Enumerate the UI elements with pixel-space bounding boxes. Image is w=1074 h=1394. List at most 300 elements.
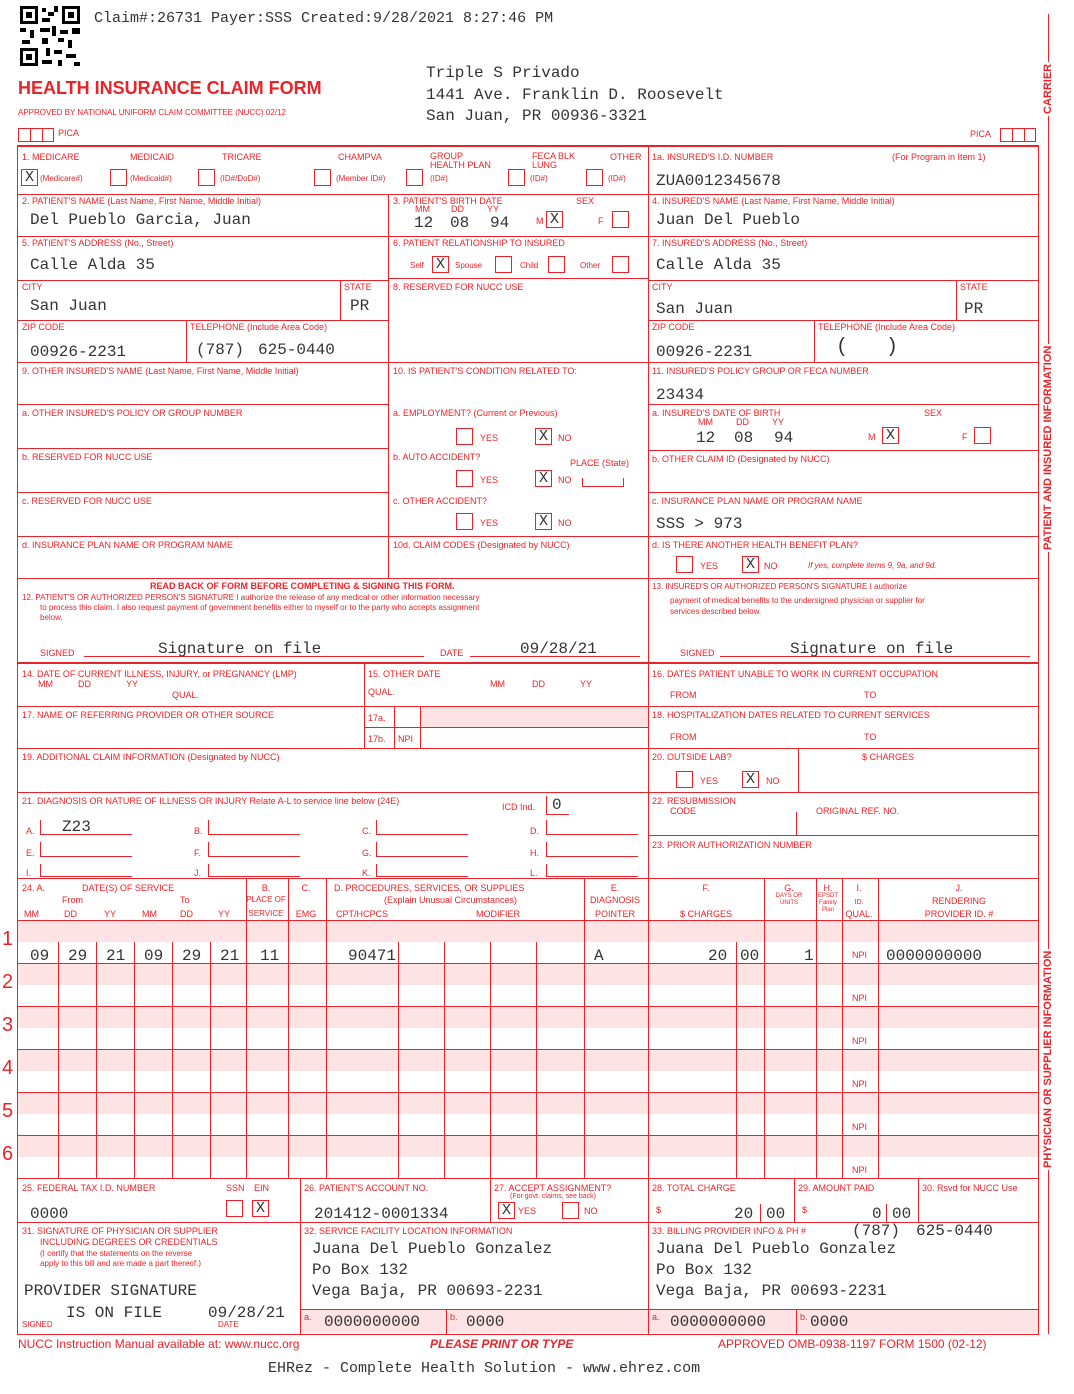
box3-sex: SEX [576,196,595,206]
box11d-label: d. IS THERE ANOTHER HEALTH BENEFIT PLAN? [652,540,859,550]
box3-dd: DD [451,204,464,214]
account-no-value[interactable]: 201412-0001334 [314,1205,449,1223]
box17a-shade [420,707,648,727]
birth-mm[interactable]: 12 [414,214,434,232]
ins-dob-mm[interactable]: 12 [696,429,716,447]
box3-yy: YY [487,204,500,214]
box22-ref: ORIGINAL REF. NO. [816,806,900,816]
line1-from-mm[interactable]: 09 [30,947,50,965]
diag-f-letter: F. [194,848,202,858]
qr-code [18,4,82,68]
side-label-carrier: CARRIER [1042,63,1054,114]
approved-line: APPROVED BY NATIONAL UNIFORM CLAIM COMMITTEE (NUCC) 02/12 [18,108,286,117]
box11b-label: b. OTHER CLAIM ID (Designated by NUCC) [652,454,830,464]
champva-checkbox[interactable] [314,169,331,186]
claim-line: Claim#:26731 Payer:SSS Created:9/28/2021 8:27:46 PM [94,10,554,27]
box24h-label: H. [823,883,833,893]
amount-paid-cents[interactable]: 00 [892,1205,912,1223]
box26-label: 26. PATIENT'S ACCOUNT NO. [304,1183,429,1193]
line4-npi-label: NPI [852,1079,868,1089]
box24f-label: F. [702,883,710,893]
pica-left-label: PICA [58,128,80,138]
line1-to-mm[interactable]: 09 [144,947,164,965]
line1-units[interactable]: 1 [804,947,814,965]
auto-place-field[interactable] [582,478,624,487]
box31-text-1: 31. SIGNATURE OF PHYSICIAN OR SUPPLIER [22,1226,218,1236]
box15-mm: MM [490,679,505,689]
diag-e-letter: E. [26,848,35,858]
box31-date: DATE [218,1320,239,1329]
tax-id-value[interactable]: 0000 [30,1205,69,1223]
diag-j-letter: J. [194,868,202,878]
box11c-label: c. INSURANCE PLAN NAME OR PROGRAM NAME [652,496,863,506]
box24c-label: C. [301,883,311,893]
box31-text-4: apply to this bill and are made a part thereof.) [40,1259,201,1268]
box24a-mm1: MM [24,909,39,919]
diag-h-letter: H. [530,848,539,858]
auto-yes-checkbox[interactable] [456,470,473,487]
box1-medicaid-sub: (Medicaid#) [130,174,172,183]
box29-dollar: $ [802,1205,808,1215]
line1-to-dd[interactable]: 29 [182,947,202,965]
box6-other: Other [580,261,601,270]
insured-sex-m-checkbox[interactable]: X [882,427,899,444]
billing-other-value[interactable]: 0000 [810,1313,849,1331]
box3-label: 3. PATIENT'S BIRTH DATE [393,196,503,206]
diag-l-letter: L. [530,868,538,878]
box24a-dd2: DD [180,909,193,919]
other-accident-yes-label: YES [480,518,499,528]
insured-city-label: CITY [652,282,673,292]
box9c-label: c. RESERVED FOR NUCC USE [22,496,152,506]
box1-medicaid-label: MEDICAID [130,152,175,162]
box11a-dd: DD [736,417,749,427]
box6-self: Self [410,261,424,270]
box15-yy: YY [580,679,593,689]
diag-g-letter: G. [362,848,372,858]
other-plan-yes-label: YES [700,561,719,571]
ins-sex-f: F [962,432,968,442]
other-plan-no-label: NO [764,561,778,571]
patient-state-value[interactable]: PR [350,297,370,315]
billing-npi-value[interactable]: 0000000000 [670,1313,767,1331]
box24i-3: QUAL. [845,909,873,919]
box22-code: CODE [670,806,697,816]
line6-shade [18,1136,1038,1157]
rel-other-checkbox[interactable] [612,256,629,273]
box24d-2: (Explain Unusual Circumstances) [384,895,518,905]
box3-f: F [598,216,604,226]
side-label-patient: PATIENT AND INSURED INFORMATION [1042,345,1054,550]
payer-address-1: 1441 Ave. Franklin D. Roosevelt [426,86,724,104]
box24g-label: G. [784,883,794,893]
ins-sex-m: M [868,432,876,442]
box28-dollar: $ [656,1205,662,1215]
line1-npi-label: NPI [852,950,868,960]
box1-tricare-label: TRICARE [222,152,262,162]
total-charge-cents[interactable]: 00 [766,1205,786,1223]
box29-label: 29. AMOUNT PAID [798,1183,875,1193]
amount-paid-dollars[interactable]: 0 [872,1205,882,1223]
side-label-physician: PHYSICIAN OR SUPPLIER INFORMATION [1042,950,1054,1168]
total-charge-dollars[interactable]: 20 [734,1205,754,1223]
ins-dob-dd[interactable]: 08 [734,429,754,447]
employment-no-checkbox[interactable]: X [535,428,552,445]
box9a-label: a. OTHER INSURED'S POLICY OR GROUP NUMBER [22,408,243,418]
box16-to: TO [864,690,877,700]
line5-shade [18,1093,1038,1114]
box33-label: 33. BILLING PROVIDER INFO & PH # [652,1226,807,1236]
facility-name-value[interactable]: Juana Del Pueblo Gonzalez [312,1240,553,1258]
box6-label: 6. PATIENT RELATIONSHIP TO INSURED [393,238,565,248]
box24e-label: E. [610,883,620,893]
box14-dd: DD [78,679,91,689]
box9b-label: b. RESERVED FOR NUCC USE [22,452,153,462]
rel-spouse-checkbox[interactable] [495,256,512,273]
insured-state-value[interactable]: PR [964,300,984,318]
box24d-cpt: CPT/HCPCS [336,909,389,919]
other-accident-no-label: NO [558,518,572,528]
accept-no-label: NO [584,1206,598,1216]
outside-lab-yes-checkbox[interactable] [676,771,693,788]
box32-b-label: b. [450,1312,458,1322]
billing-phone-area[interactable]: (787) [852,1222,901,1240]
policy-group-value[interactable]: 23434 [656,386,705,404]
line3-shade [18,1007,1038,1028]
other-accident-yes-checkbox[interactable] [456,513,473,530]
box30-label: 30. Rsvd for NUCC Use [922,1183,1018,1193]
accept-yes-checkbox[interactable]: X [498,1202,515,1219]
box24e-2: DIAGNOSIS [589,895,640,905]
ein-checkbox[interactable]: X [252,1200,269,1217]
box10b-label: b. AUTO ACCIDENT? [393,452,481,462]
box32-label: 32. SERVICE FACILITY LOCATION INFORMATION [304,1226,513,1236]
employment-yes-label: YES [480,433,499,443]
row-number-6: 6 [2,1143,14,1165]
box18-to: TO [864,732,877,742]
accept-yes-label: YES [518,1206,537,1216]
facility-addr1-value[interactable]: Po Box 132 [312,1261,409,1279]
box1-other-label: OTHER [610,152,642,162]
box1-feca-sub: (ID#) [530,174,548,183]
insured-zip-label: ZIP CODE [652,322,695,332]
birth-dd[interactable]: 08 [450,214,470,232]
box24j-3: PROVIDER ID. # [924,909,994,919]
box24a-to: To [180,895,190,905]
line1-to-yy[interactable]: 21 [220,947,240,965]
other-plan-no-checkbox[interactable]: X [742,556,759,573]
patient-phone-value[interactable]: 625-0440 [258,341,335,359]
form-title: HEALTH INSURANCE CLAIM FORM [18,78,322,98]
patient-name-value[interactable]: Del Pueblo Garcia, Juan [30,211,251,229]
line1-pointer[interactable]: A [594,947,604,965]
box24a-yy1: YY [104,909,117,919]
box24b-3: SERVICE [248,909,284,918]
signature-13-value[interactable]: Signature on file [790,640,954,658]
line2-npi-label: NPI [852,993,868,1003]
box11d-note: If yes, complete items 9, 9a, and 9d. [808,561,937,570]
line1-from-yy[interactable]: 21 [106,947,126,965]
please-print-note: PLEASE PRINT OR TYPE [430,1337,574,1351]
box24d-label: D. PROCEDURES, SERVICES, OR SUPPLIES [334,883,525,893]
insured-sex-f-checkbox[interactable] [974,427,991,444]
box10-label: 10. IS PATIENT'S CONDITION RELATED TO: [393,366,577,376]
box27-label: 27. ACCEPT ASSIGNMENT? [494,1183,612,1193]
line4-shade [18,1050,1038,1071]
box14-label: 14. DATE OF CURRENT ILLNESS, INJURY, or PREGNANCY (LMP) [22,669,297,679]
box14-yy: YY [126,679,139,689]
box24i-label: I. [856,883,862,893]
box23-label: 23. PRIOR AUTHORIZATION NUMBER [652,840,812,850]
box24b-2: PLACE OF [246,895,286,904]
line2-shade [18,964,1038,985]
billing-name-value[interactable]: Juana Del Pueblo Gonzalez [656,1240,897,1258]
box17a-label: 17a. [368,713,386,723]
employment-yes-checkbox[interactable] [456,428,473,445]
box14-qual: QUAL. [172,690,200,700]
box1-medicare-sub: (Medicare#) [40,174,83,183]
box18-label: 18. HOSPITALIZATION DATES RELATED TO CURRENT SERVICES [652,710,930,720]
box10a-label: a. EMPLOYMENT? (Current or Previous) [393,408,558,418]
patient-tel-label: TELEPHONE (Include Area Code) [190,322,328,332]
box17b-label: 17b. [368,734,386,744]
box20-label: 20. OUTSIDE LAB? [652,752,732,762]
box24a-dd1: DD [64,909,77,919]
pica-left-boxes [18,128,54,142]
nucc-manual-note: NUCC Instruction Manual available at: www.nucc.org [18,1337,300,1351]
box24a-mm2: MM [142,909,157,919]
box13-text-2: payment of medical benefits to the undersigned physician or supplier for [670,596,925,605]
box24a-from: From [62,895,83,905]
box2-label: 2. PATIENT'S NAME (Last Name, First Name, Middle Initial) [22,196,261,206]
employment-no-label: NO [558,433,572,443]
box1a-label: 1a. INSURED'S I.D. NUMBER [652,152,774,162]
box31-signed: SIGNED [22,1320,53,1329]
box22-label: 22. RESUBMISSION [652,796,737,806]
outside-lab-yes-label: YES [700,776,719,786]
box11a-label: a. INSURED'S DATE OF BIRTH [652,408,781,418]
box12-date: DATE [440,648,464,658]
box6-spouse: Spouse [455,261,483,270]
box16-from: FROM [670,690,697,700]
diag-c-letter: C. [362,826,371,836]
box13-signed: SIGNED [680,648,715,658]
box15-label: 15. OTHER DATE [368,669,441,679]
line3-npi-label: NPI [852,1036,868,1046]
box1-tricare-sub: (ID#/DoD#) [220,174,261,183]
row-number-5: 5 [2,1100,14,1122]
line1-from-dd[interactable]: 29 [68,947,88,965]
box16-label: 16. DATES PATIENT UNABLE TO WORK IN CURRENT OCCUPATION [652,669,939,679]
insured-tel-label: TELEPHONE (Include Area Code) [818,322,956,332]
box12-signed: SIGNED [40,648,75,658]
line1-charge-dollars[interactable]: 20 [708,947,728,965]
box1-champva-sub: (Member ID#) [336,174,386,183]
patient-sex-m-checkbox[interactable]: X [546,211,563,228]
box11a-mm: MM [698,417,713,427]
insured-phone-close: ) [886,336,899,359]
box33-b-label: b. [800,1312,808,1322]
box31-text-2: INCLUDING DEGREES OR CREDENTIALS [40,1237,218,1247]
box24b-label: B. [261,883,271,893]
box12-text-2: to process this claim. I also request payment of government benefits either to myself or to the party who accepts assignment [40,603,480,612]
outside-lab-no-label: NO [766,776,780,786]
insured-city-value[interactable]: San Juan [656,300,733,318]
omb-approval-note: APPROVED OMB-0938-1197 FORM 1500 (02-12) [718,1337,987,1351]
patient-city-value[interactable]: San Juan [30,297,107,315]
insured-name-value[interactable]: Juan Del Pueblo [656,211,801,229]
patient-phone-area[interactable]: (787) [196,341,245,359]
outside-lab-no-checkbox[interactable]: X [742,771,759,788]
box25-ssn: SSN [226,1183,245,1193]
insured-address-value[interactable]: Calle Alda 35 [656,256,781,274]
box18-from: FROM [670,732,697,742]
accept-no-checkbox[interactable] [562,1202,579,1219]
box10c-label: c. OTHER ACCIDENT? [393,496,488,506]
box8-label: 8. RESERVED FOR NUCC USE [393,282,524,292]
box21-label: 21. DIAGNOSIS OR NATURE OF ILLNESS OR INJURY Relate A-L to service line below (24E) [22,796,400,806]
payer-name: Triple S Privado [426,64,580,82]
patient-sex-f-checkbox[interactable] [612,211,629,228]
box25-ein: EIN [254,1183,270,1193]
group-checkbox[interactable] [406,169,423,186]
feca-checkbox[interactable] [508,169,525,186]
box10b-place: PLACE (State) [570,458,630,468]
pica-right-boxes [1000,128,1036,142]
box24j-label: J. [955,883,963,893]
box13-text-1: 13. INSURED'S OR AUTHORIZED PERSON'S SIGNATURE I authorize [652,582,907,591]
rel-child-checkbox[interactable] [548,256,565,273]
box28-label: 28. TOTAL CHARGE [652,1183,736,1193]
box12-text-3: below. [40,613,63,622]
insured-id-value[interactable]: ZUA0012345678 [656,172,781,190]
box20-charges: $ CHARGES [862,752,915,762]
billing-phone-value[interactable]: 625-0440 [916,1222,993,1240]
icd-ind-value[interactable]: 0 [552,796,562,814]
rel-self-checkbox[interactable]: X [432,256,449,273]
billing-addr1-value[interactable]: Po Box 132 [656,1261,753,1279]
box1-group-sub: (ID#) [430,174,448,183]
facility-addr2-value[interactable]: Vega Baja, PR 00693-2231 [312,1282,543,1300]
box1-champva-label: CHAMPVA [338,152,382,162]
box24a-dates: DATE(S) OF SERVICE [82,883,175,893]
read-back-notice: READ BACK OF FORM BEFORE COMPLETING & SIGNING THIS FORM. [150,581,455,591]
insured-phone-open: ( [836,336,849,359]
line1-cpt[interactable]: 90471 [348,947,397,965]
medicaid-checkbox[interactable] [110,169,127,186]
auto-no-checkbox[interactable]: X [535,470,552,487]
facility-npi-value[interactable]: 0000000000 [324,1313,421,1331]
box15-dd: DD [532,679,545,689]
patient-state-label: STATE [344,282,372,292]
patient-city-label: CITY [22,282,43,292]
facility-other-value[interactable]: 0000 [466,1313,505,1331]
tricare-checkbox[interactable] [198,169,215,186]
other-checkbox[interactable] [586,169,603,186]
diag-k-letter: K. [362,868,371,878]
insured-zip-value[interactable]: 00926-2231 [656,343,753,361]
diag-b-letter: B. [194,826,203,836]
box24i-2: ID. [854,899,864,906]
box7-label: 7. INSURED'S ADDRESS (No., Street) [652,238,808,248]
box24e-3: POINTER [594,909,635,919]
billing-addr2-value[interactable]: Vega Baja, PR 00693-2231 [656,1282,887,1300]
box31-text-3: (I certify that the statements on the reverse [40,1249,193,1258]
birth-yy[interactable]: 94 [490,214,510,232]
box1-feca-label: FECA BLK LUNG [532,151,576,170]
box24j-2: RENDERING [931,896,986,906]
box11a-sex: SEX [924,408,943,418]
line5-npi-label: NPI [852,1122,868,1132]
line6-npi-label: NPI [852,1165,868,1175]
box1-group-label: GROUP HEALTH PLAN [430,151,491,170]
box15-qual: QUAL. [368,687,396,697]
box4-label: 4. INSURED'S NAME (Last Name, First Name, Middle Initial) [652,196,895,206]
date-12-value[interactable]: 09/28/21 [520,640,597,658]
box11a-yy: YY [772,417,785,427]
line1-shade [18,921,1038,942]
diag-a-value[interactable]: Z23 [62,818,91,836]
pica-right-label: PICA [970,129,992,139]
medicare-checkbox[interactable]: X [21,169,38,186]
diag-a-letter: A. [26,826,35,836]
box17b-npi: NPI [398,734,414,744]
box10d-label: 10d. CLAIM CODES (Designated by NUCC) [393,540,570,550]
box19-label: 19. ADDITIONAL CLAIM INFORMATION (Designated by NUCC) [22,752,280,762]
box24g-2: DAYS OR UNITS [775,893,803,906]
patient-zip-label: ZIP CODE [22,322,65,332]
provider-signature-date[interactable]: 09/28/21 [208,1304,285,1322]
patient-zip-value[interactable]: 00926-2231 [30,343,127,361]
box24f-2: $ CHARGES [679,909,732,919]
line1-charge-cents[interactable]: 00 [740,947,760,965]
row-number-2: 2 [2,971,14,993]
box17-label: 17. NAME OF REFERRING PROVIDER OR OTHER SOURCE [22,710,275,720]
box9d-label: d. INSURANCE PLAN NAME OR PROGRAM NAME [22,540,234,550]
box24a-label: 24. A. [22,883,46,893]
box3-mm: MM [415,204,430,214]
plan-name-value[interactable]: SSS > 973 [656,515,743,533]
line1-provider-id[interactable]: 0000000000 [886,947,983,965]
diag-i-letter: I. [26,868,32,878]
box3-m: M [536,216,544,226]
ssn-checkbox[interactable] [226,1200,243,1217]
box27-note: (For govt. claims, see back) [510,1193,596,1200]
auto-yes-label: YES [480,475,499,485]
other-plan-yes-checkbox[interactable] [676,556,693,573]
provider-signature-1[interactable]: PROVIDER SIGNATURE [24,1282,197,1300]
box24c-2: EMG [295,909,317,919]
ehrez-footer: EHRez - Complete Health Solution - www.ehrez.com [268,1360,701,1377]
box24d-mod: MODIFIER [476,909,520,919]
signature-12-value[interactable]: Signature on file [158,640,322,658]
box24h-2: EPSDT Family Plan [817,893,838,913]
box13-text-3: services described below. [670,607,762,616]
line1-pos[interactable]: 11 [260,947,280,965]
box21-icd-label: ICD Ind. [502,802,536,812]
row-number-4: 4 [2,1057,14,1079]
diag-d-letter: D. [530,826,539,836]
box33-a-label: a. [652,1312,660,1322]
other-accident-no-checkbox[interactable]: X [535,513,552,530]
patient-address-value[interactable]: Calle Alda 35 [30,256,155,274]
box1a-note: (For Program in Item 1) [892,152,986,162]
box6-child: Child [520,261,539,270]
box5-label: 5. PATIENT'S ADDRESS (No., Street) [22,238,174,248]
ins-dob-yy[interactable]: 94 [774,429,794,447]
provider-signature-2[interactable]: IS ON FILE [66,1304,163,1322]
box11-label: 11. INSURED'S POLICY GROUP OR FECA NUMBER [652,366,869,376]
